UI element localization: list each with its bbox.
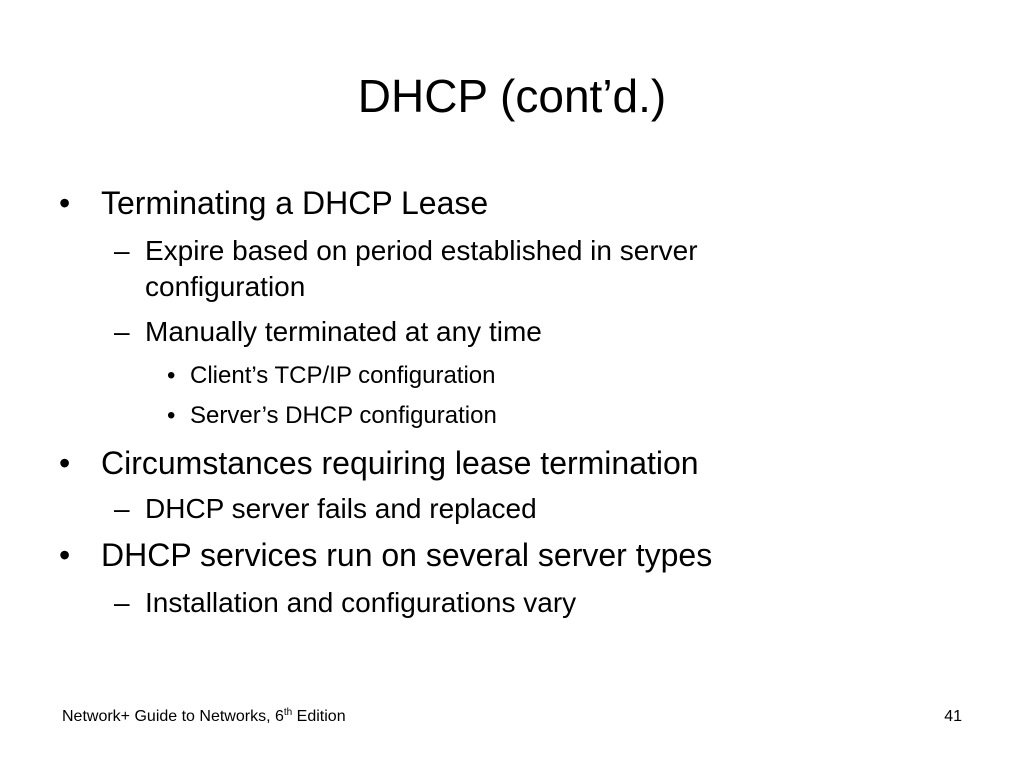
subbullet-expire-continuation <box>145 270 305 304</box>
bullet-text: DHCP services run on several server types <box>101 537 713 573</box>
footer-book-suffix: Edition <box>292 708 346 725</box>
subbullet-installation <box>114 586 577 620</box>
dash-marker: – <box>114 493 130 524</box>
footer-book-prefix: Network+ Guide to Networks, 6 <box>62 708 284 725</box>
subbullet-text-line1: Expire based on period established in server <box>145 235 698 266</box>
bullet-text: Circumstances requiring lease termination <box>101 445 699 481</box>
bullet-marker: • <box>167 362 176 389</box>
bullet-marker: • <box>167 402 176 429</box>
footer-book-superscript: th <box>283 707 293 718</box>
bullet-server-types <box>59 536 713 574</box>
subsubbullet-text: Server’s DHCP configuration <box>190 402 497 429</box>
subsubbullet-client-config <box>167 361 496 391</box>
dash-marker: – <box>114 587 130 618</box>
subsubbullet-server-config <box>167 401 497 431</box>
subbullet-text: Manually terminated at any time <box>145 316 542 347</box>
footer-book-title <box>62 706 346 728</box>
subbullet-expire <box>114 234 698 268</box>
bullet-terminating-lease <box>59 184 489 222</box>
subsubbullet-text: Client’s TCP/IP configuration <box>190 362 496 389</box>
subbullet-server-fails <box>114 492 537 526</box>
bullet-marker: • <box>59 445 71 481</box>
dash-marker: – <box>114 316 130 347</box>
subbullet-text: Installation and configurations vary <box>145 587 577 618</box>
dash-marker: – <box>114 235 130 266</box>
bullet-marker: • <box>59 185 71 221</box>
bullet-marker: • <box>59 537 71 573</box>
bullet-text: Terminating a DHCP Lease <box>101 185 489 221</box>
slide-title: DHCP (cont’d.) <box>357 70 667 122</box>
bullet-circumstances <box>59 444 699 482</box>
subbullet-manually-terminated <box>114 315 542 349</box>
subbullet-text: DHCP server fails and replaced <box>145 493 537 524</box>
subbullet-text-line2: configuration <box>145 271 306 302</box>
page-number: 41 <box>944 708 962 725</box>
